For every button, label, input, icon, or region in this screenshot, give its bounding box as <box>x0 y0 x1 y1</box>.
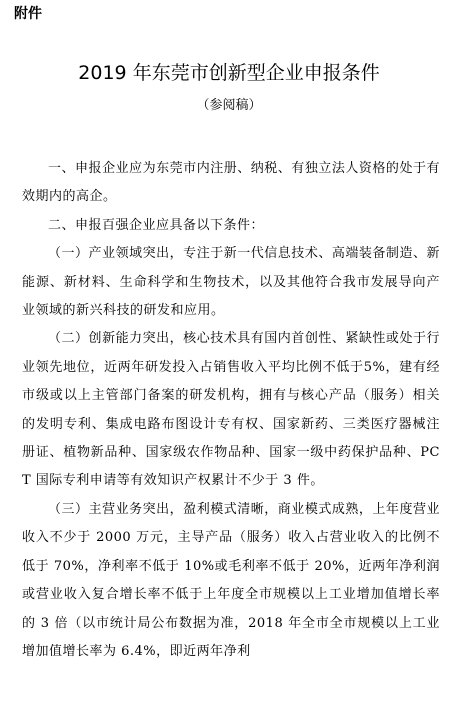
paragraph-top100-conditions-heading: 二、申报百强企业应具备以下条件： <box>48 217 265 233</box>
document-title: 2019 年东莞市创新型企业申报条件 <box>78 62 380 84</box>
attachment-label: 附件 <box>14 6 42 22</box>
paragraph-innovation-capability: （二）创新能力突出，核心技术具有国内首创性、紧缺性或处于行业领先地位，近两年研发投入占销售收入平均比例不低于5%，建有经市级或以上主管部门备案的研发机构，拥有与核心产品（服务）相关的发明专利、集成电路布图设计专有权、国家新药、三类医疗器械注册证、植物新品种、国家级农作物品种、国家一级中药保护品种、PCT 国际专利申请等有效知识产权累计不少于 3 件。 <box>22 331 440 489</box>
paragraph-registration-requirement: 一、申报企业应为东莞市内注册、纳税、有独立法人资格的处于有效期内的高企。 <box>22 161 440 205</box>
paragraph-industry-field: （一）产业领域突出，专注于新一代信息技术、高端装备制造、新能源、新材料、生命科学和生物技术，以及其他符合我市发展导向产业领域的新兴科技的研发和应用。 <box>22 246 440 319</box>
document-body <box>22 155 440 666</box>
paragraph-main-business: （三）主营业务突出，盈利模式清晰，商业模式成熟，上年度营业收入不少于 2000 万元，主导产品（服务）收入占营业收入的比例不低于 70%，净利率不低于 10%或毛利率不低于 20%，近两年净利润或营业收入复合增长率不低于上年度全市规模以上工业增加值增长率的 3 倍（以市统计局公布数据为准，2018 年全市全市规模以上工业增加值增长率为 6.4%，即近两年净利 <box>22 501 440 659</box>
document-subtitle: （参阅稿） <box>196 98 262 113</box>
